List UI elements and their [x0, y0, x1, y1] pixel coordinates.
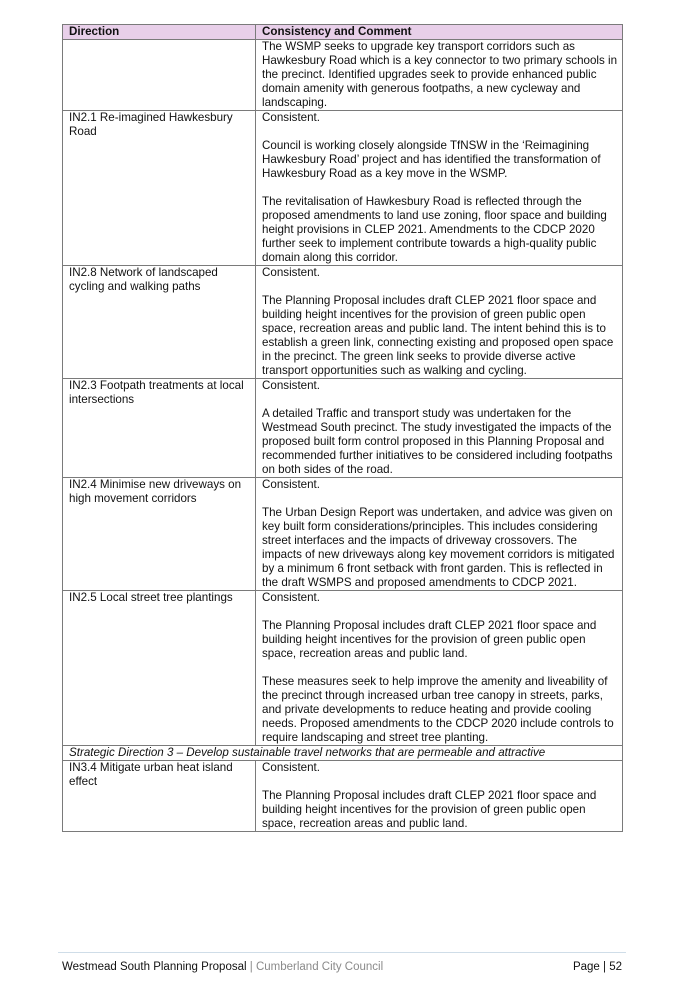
comment-paragraph: Consistent.: [262, 379, 320, 392]
direction-column-header: Direction: [63, 25, 256, 40]
footer-council-name: Cumberland City Council: [255, 961, 384, 973]
table-row: [63, 478, 623, 591]
direction-cell: IN3.4 Mitigate urban heat island effect: [63, 761, 256, 832]
footer-separator: |: [249, 961, 253, 973]
comment-cell: [256, 111, 623, 266]
table-header-row: [63, 25, 623, 40]
table-row: [63, 379, 623, 478]
comment-paragraph: Council is working closely alongside TfNSW in the ‘Reimagining Hawkesbury Road’ project and has identified the transformation of Hawkesbury Road as a key move in the WSMP.: [262, 139, 601, 180]
comment-paragraph: A detailed Traffic and transport study was undertaken for the Westmead South precinct. The study investigated the impacts of the proposed built form control proposed in this Planning Proposal and recommended further initiatives to be considered including footpaths on both sides of the road.: [262, 407, 613, 476]
comment-cell: [256, 591, 623, 746]
comment-cell: [256, 379, 623, 478]
comment-paragraph: These measures seek to help improve the amenity and liveability of the precinct through increased urban tree canopy in streets, parks, and private developments to reduce heating and provide cooling needs. Proposed amendments to the CDCP 2020 include controls to require landscaping and street tree planting.: [262, 675, 614, 744]
table-row: [63, 111, 623, 266]
footer-divider: [58, 952, 626, 953]
table-row: [63, 761, 623, 832]
footer-left: [62, 961, 383, 973]
comment-paragraph: Consistent.: [262, 266, 320, 279]
comment-cell: [256, 761, 623, 832]
table-body: [63, 40, 623, 746]
comment-paragraph: Consistent.: [262, 111, 320, 124]
direction-cell: IN2.3 Footpath treatments at local intersections: [63, 379, 256, 478]
comment-paragraph: Consistent.: [262, 761, 320, 774]
strategic-direction-text: Strategic Direction 3 – Develop sustainable travel networks that are permeable and attractive: [63, 746, 623, 761]
footer-page-number: Page | 52: [572, 961, 622, 973]
table-row: [63, 40, 623, 111]
comment-paragraph: The revitalisation of Hawkesbury Road is reflected through the proposed amendments to land use zoning, floor space and building height provisions in CLEP 2021. Amendments to the CDCP 2020 further seek to implement contribute towards a high-quality public domain along this corridor.: [262, 195, 607, 264]
direction-cell: IN2.5 Local street tree plantings: [63, 591, 256, 746]
comment-paragraph: Consistent.: [262, 478, 320, 491]
comment-cell: [256, 478, 623, 591]
direction-cell: [63, 40, 256, 111]
comment-paragraph: The Urban Design Report was undertaken, and advice was given on key built form considerations/principles. This includes considering street interfaces and the impacts of driveway crossovers. The impacts of new driveways along key movement corridors is mitigated by a minimum 6 front setback with front garden. This is reflected in the draft WSMPS and proposed amendments to CDCP 2021.: [262, 506, 615, 589]
comment-cell: [256, 40, 623, 111]
table-row: [63, 266, 623, 379]
direction-cell: IN2.4 Minimise new driveways on high movement corridors: [63, 478, 256, 591]
comment-paragraph: Consistent.: [262, 591, 320, 604]
strategic-direction-row: [63, 746, 623, 761]
comment-paragraph: The Planning Proposal includes draft CLEP 2021 floor space and building height incentives for the provision of green public open space, recreation areas and public land.: [262, 789, 597, 830]
direction-cell: IN2.1 Re-imagined Hawkesbury Road: [63, 111, 256, 266]
consistency-table: [62, 24, 623, 832]
comment-cell: [256, 266, 623, 379]
comment-paragraph: The Planning Proposal includes draft CLEP 2021 floor space and building height incentives for the provision of green public open space, recreation areas and public land.: [262, 619, 597, 660]
comment-paragraph: The Planning Proposal includes draft CLEP 2021 floor space and building height incentives for the provision of green public open space, recreation areas and public land. The intent behind this is to establish a green link, connecting existing and proposed open space in the precinct. The green link seeks to provide diverse active transport opportunities such as walking and cycling.: [262, 294, 614, 377]
table-row: [63, 591, 623, 746]
footer-document-title: Westmead South Planning Proposal: [62, 961, 247, 973]
comment-paragraph: The WSMP seeks to upgrade key transport corridors such as Hawkesbury Road which is a key connector to two primary schools in the precinct. Identified upgrades seek to provide enhanced public domain amenity with generous footpaths, a new cycleway and landscaping.: [262, 40, 618, 109]
table-body-after: [63, 761, 623, 832]
comment-column-header: Consistency and Comment: [256, 25, 623, 40]
direction-cell: IN2.8 Network of landscaped cycling and walking paths: [63, 266, 256, 379]
